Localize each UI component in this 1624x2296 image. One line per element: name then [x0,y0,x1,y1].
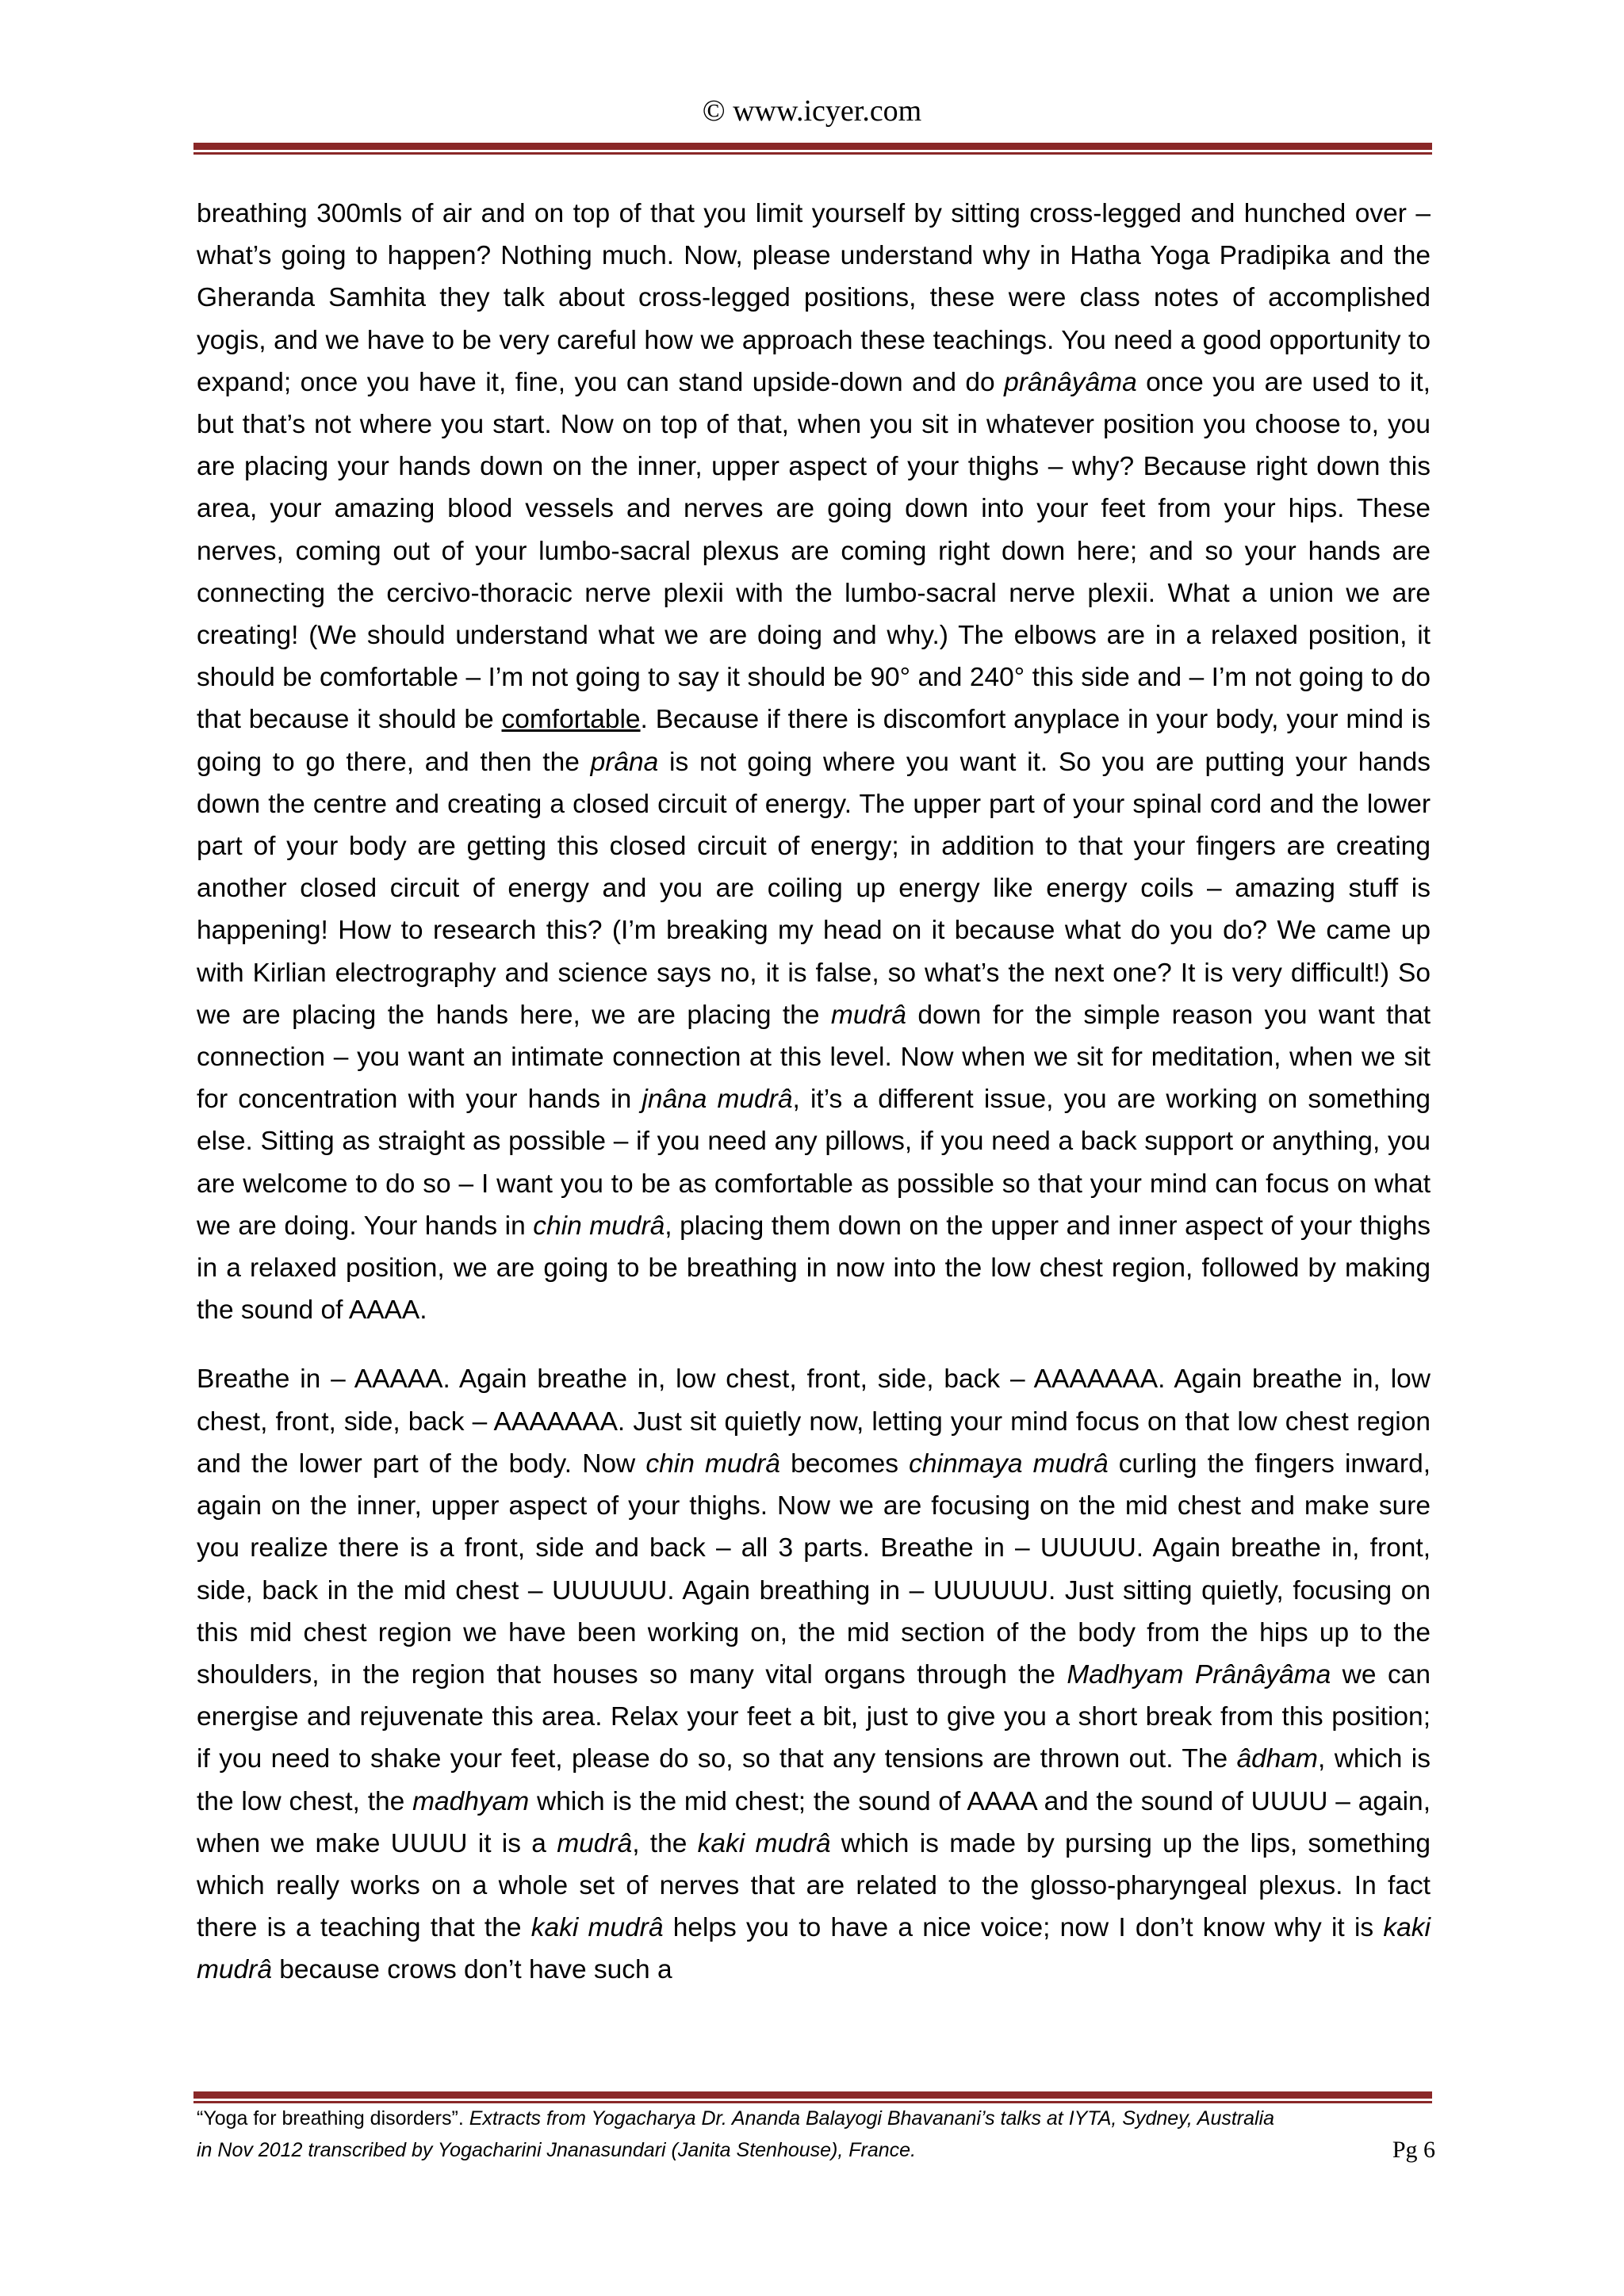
footer-citation-line-2 [197,2134,1435,2166]
text-run: , placing them down on the upper and inner aspect of your thighs in a relaxed position, we are going to be breathing in now into the low chest region, followed by making the sound of AAAA. [197,1211,1431,1326]
italic-term: chinmaya mudrâ [909,1448,1109,1479]
page-number: Pg 6 [1392,2137,1435,2163]
italic-term: mudrâ [557,1828,633,1858]
italic-term: kaki mudrâ [197,1913,1431,1985]
text-run: Breathe in – AAAAA. Again breathe in, low chest, front, side, back – AAAAAAA. Again breathe in, low chest, front, side, back – AAAAAAA. Just sit quietly now, letting your mind focus on that low chest region and the lower part of the body. Now [197,1364,1431,1479]
text-run: which is the mid chest; the sound of AAAA and the sound of UUUU – again, when we make UUUU it is a [197,1786,1431,1858]
italic-term: jnâna mudrâ [642,1085,793,1115]
text-run: . Because if there is discomfort anyplace in your body, your mind is going to go there, and then the [197,705,1431,777]
paragraph-2 [197,1358,1431,1991]
text-run: we can energise and rejuvenate this area. Relax your feet a bit, just to give you a short break from this position; if you need to shake your feet, please do so, so that any tensions are thrown out. The [197,1659,1431,1774]
text-run: , the [632,1828,698,1858]
paragraph-1 [197,193,1431,1331]
italic-term: chin mudrâ [533,1211,665,1241]
text-run: once you are used to it, but that’s not where you start. Now on top of that, when you sit in whatever position you choose to, you are placing your hands down on the inner, upper aspect of your thighs – why? Because right down this area, your amazing blood vessels and nerves are going down into your feet from your hips. These nerves, coming out of your lumbo-sacral plexus are coming right down here; and so your hands are connecting the cercivo-thoracic nerve plexii with the lumbo-sacral nerve plexii. What a union we are creating! (We should understand what we are doing and why.) The elbows are in a relaxed position, it should be comfortable – I’m not going to say it should be 90° and 240° this side and – I’m not going to do that because it should be [197,367,1431,735]
text-run: curling the fingers inward, again on the inner, upper aspect of your thighs. Now we are focusing on the mid chest and make sure you realize there is a front, side and back – all 3 parts. Breathe in – UUUUU. Again breathe in, front, side, back in the mid chest – UUUUUU. Again breathing in – UUUUUU. Just sitting quietly, focusing on this mid chest region we have been working on, the mid section of the body from the hips up to the shoulders, in the region that houses so many vital organs through the [197,1448,1431,1689]
italic-term: kaki mudrâ [697,1828,831,1858]
citation-title: “Yoga for breathing disorders”. [197,2107,469,2130]
citation-text: in Nov 2012 transcribed by Yogacharini Jnanasundari (Janita Stenhouse), France. [197,2139,917,2161]
citation-text: Extracts from Yogacharya Dr. Ananda Balayogi Bhavanani’s talks at IYTA, Sydney, Australia [469,2107,1275,2130]
header-title: © www.icyer.com [702,94,922,128]
text-run: down for the simple reason you want that connection – you want an intimate connection at this level. Now when we sit for meditation, when we sit for concentration with your hands in [197,1000,1431,1115]
italic-term: prâna [590,747,659,777]
italic-term: kaki mudrâ [530,1913,664,1943]
text-run: , it’s a different issue, you are working on something else. Sitting as straight as possible – if you need any pillows, if you need a back support or anything, you are welcome to do so – I want you to be as comfortable as possible so that your mind can focus on what we are doing. Your hands in [197,1085,1431,1241]
italic-term: chin mudrâ [645,1448,780,1479]
text-run: , which is the low chest, the [197,1744,1431,1816]
text-run: becomes [779,1448,910,1479]
text-run: breathing 300mls of air and on top of that you limit yourself by sitting cross-legged and hunched over – what’s going to happen? Nothing much. Now, please understand why in Hatha Yoga Pradipika and the Gheranda Samhita they talk about cross-legged positions, these were class notes of accomplished yogis, and we have to be very careful how we approach these teachings. You need a good opportunity to expand; once you have it, fine, you can stand upside-down and do [197,199,1431,397]
text-run: is not going where you want it. So you are putting your hands down the centre and creating a closed circuit of energy. The upper part of your spinal cord and the lower part of your body are getting this closed circuit of energy; in addition to that your fingers are creating another closed circuit of energy and you are coiling up energy like energy coils – amazing stuff is happening! How to research this? (I’m breaking my head on it because what do you do? We came up with Kirlian electrography and science says no, it is false, so what’s the next one? It is very difficult!) So we are placing the hands here, we are placing the [197,747,1431,1030]
header-divider [193,143,1432,155]
text-run: because crows don’t have such a [271,1955,672,1985]
footer-divider [193,2091,1432,2103]
italic-term: mudrâ [830,1000,906,1030]
underlined-word: comfortable [501,705,641,735]
text-run: helps you to have a nice voice; now I don’t know why it is [663,1913,1384,1943]
italic-term: Madhyam Prânâyâma [1067,1659,1331,1689]
italic-term: madhyam [412,1786,530,1816]
footer [197,2103,1435,2166]
italic-term: âdham [1236,1744,1318,1774]
footer-citation-line-1 [197,2103,1435,2134]
italic-term: prânâyâma [1004,367,1137,397]
text-run: which is made by pursing up the lips, something which really works on a whole set of nerves that are related to the glosso-pharyngeal plexus. In fact there is a teaching that the [197,1828,1431,1943]
body-text [197,193,1431,2019]
